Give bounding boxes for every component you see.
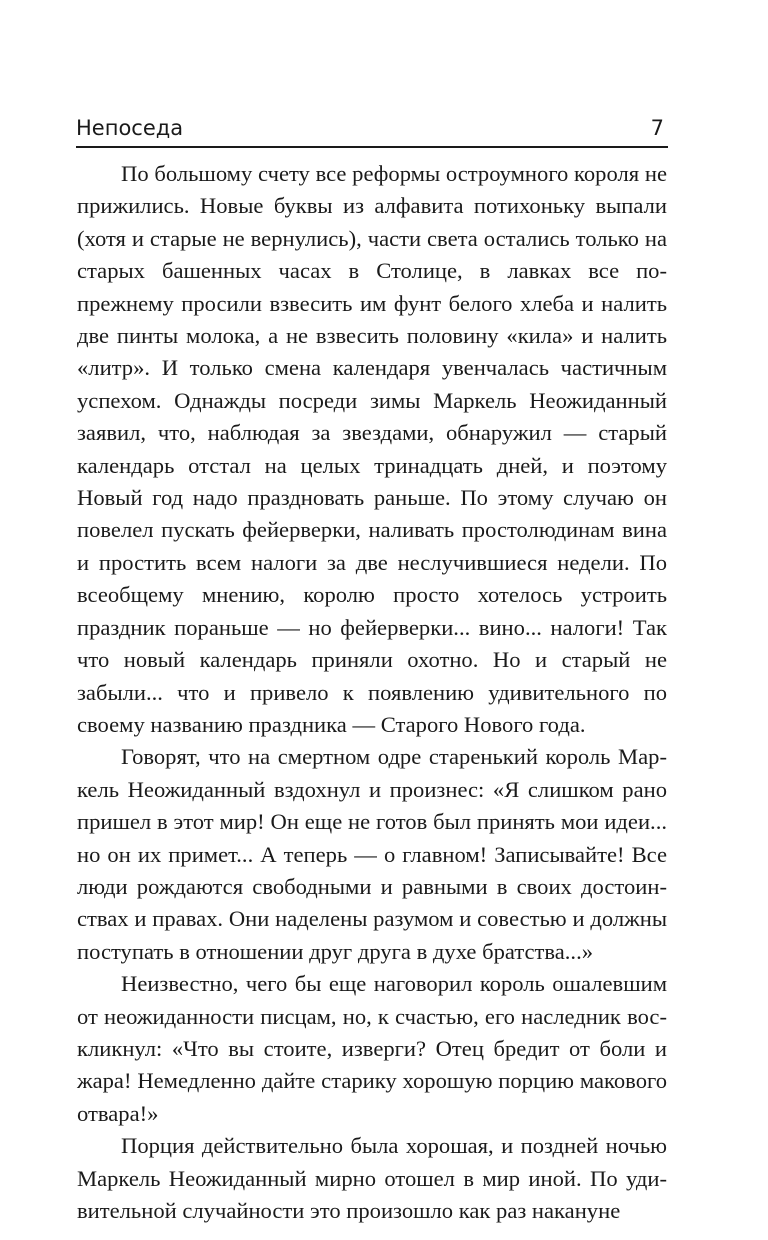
paragraph: Говорят, что на смертном одре старенький король Маркель Неожиданный вздохнул и произнес: «Я слишком рано пришел в этот мир! Он еще не готов был принять мои идеи... но он их примет... А теперь — о главном! Записывайте! Все люди рождаются свободными и равными в своих достоинствах и правах. Они наделены разумом и совестью и должны поступать в отношении друг друга в духе братства...» <box>77 744 667 964</box>
page-number: 7 <box>650 116 664 140</box>
body-text <box>77 158 667 1227</box>
paragraph: По большому счету все реформы остроумного короля не прижились. Новые буквы из алфавита потихоньку выпали (хотя и старые не вернулись), части света остались только на старых башенных часах в Столице, в лавках все по-прежнему просили взвесить им фунт белого хлеба и налить две пинты молока, а не взвесить половину «кила» и налить «литр». И только смена календаря увенчалась частичным успехом. Однажды посреди зимы Маркель Неожиданный заявил, что, наблюдая за звездами, обнаружил — старый календарь отстал на целых тринадцать дней, и поэтому Новый год надо праздновать раньше. По этому случаю он повелел пускать фейерверки, наливать простолюдинам вина и простить всем налоги за две неслучившиеся недели. По всеобщему мнению, королю просто хотелось устроить праздник пораньше — но фейерверки... вино... налоги! Так что новый календарь приняли охотно. Но и старый не забыли... что и привело к появлению удивительного по своему названию праздника — Старого Нового года. <box>77 161 667 737</box>
paragraph: Неизвестно, чего бы еще наговорил король ошалевшим от неожиданности писцам, но, к счастью, его наследник воскликнул: «Что вы стоите, изверги? Отец бредит от боли и жара! Немедленно дайте старику хорошую порцию макового отвара!» <box>77 971 667 1126</box>
book-title: Непоседа <box>76 116 184 140</box>
paragraph: Порция действительно была хорошая, и поздней ночью Маркель Неожиданный мирно отошел в мир иной. По удивительной случайности это произошло как раз накануне <box>77 1133 667 1223</box>
running-head <box>76 112 668 148</box>
